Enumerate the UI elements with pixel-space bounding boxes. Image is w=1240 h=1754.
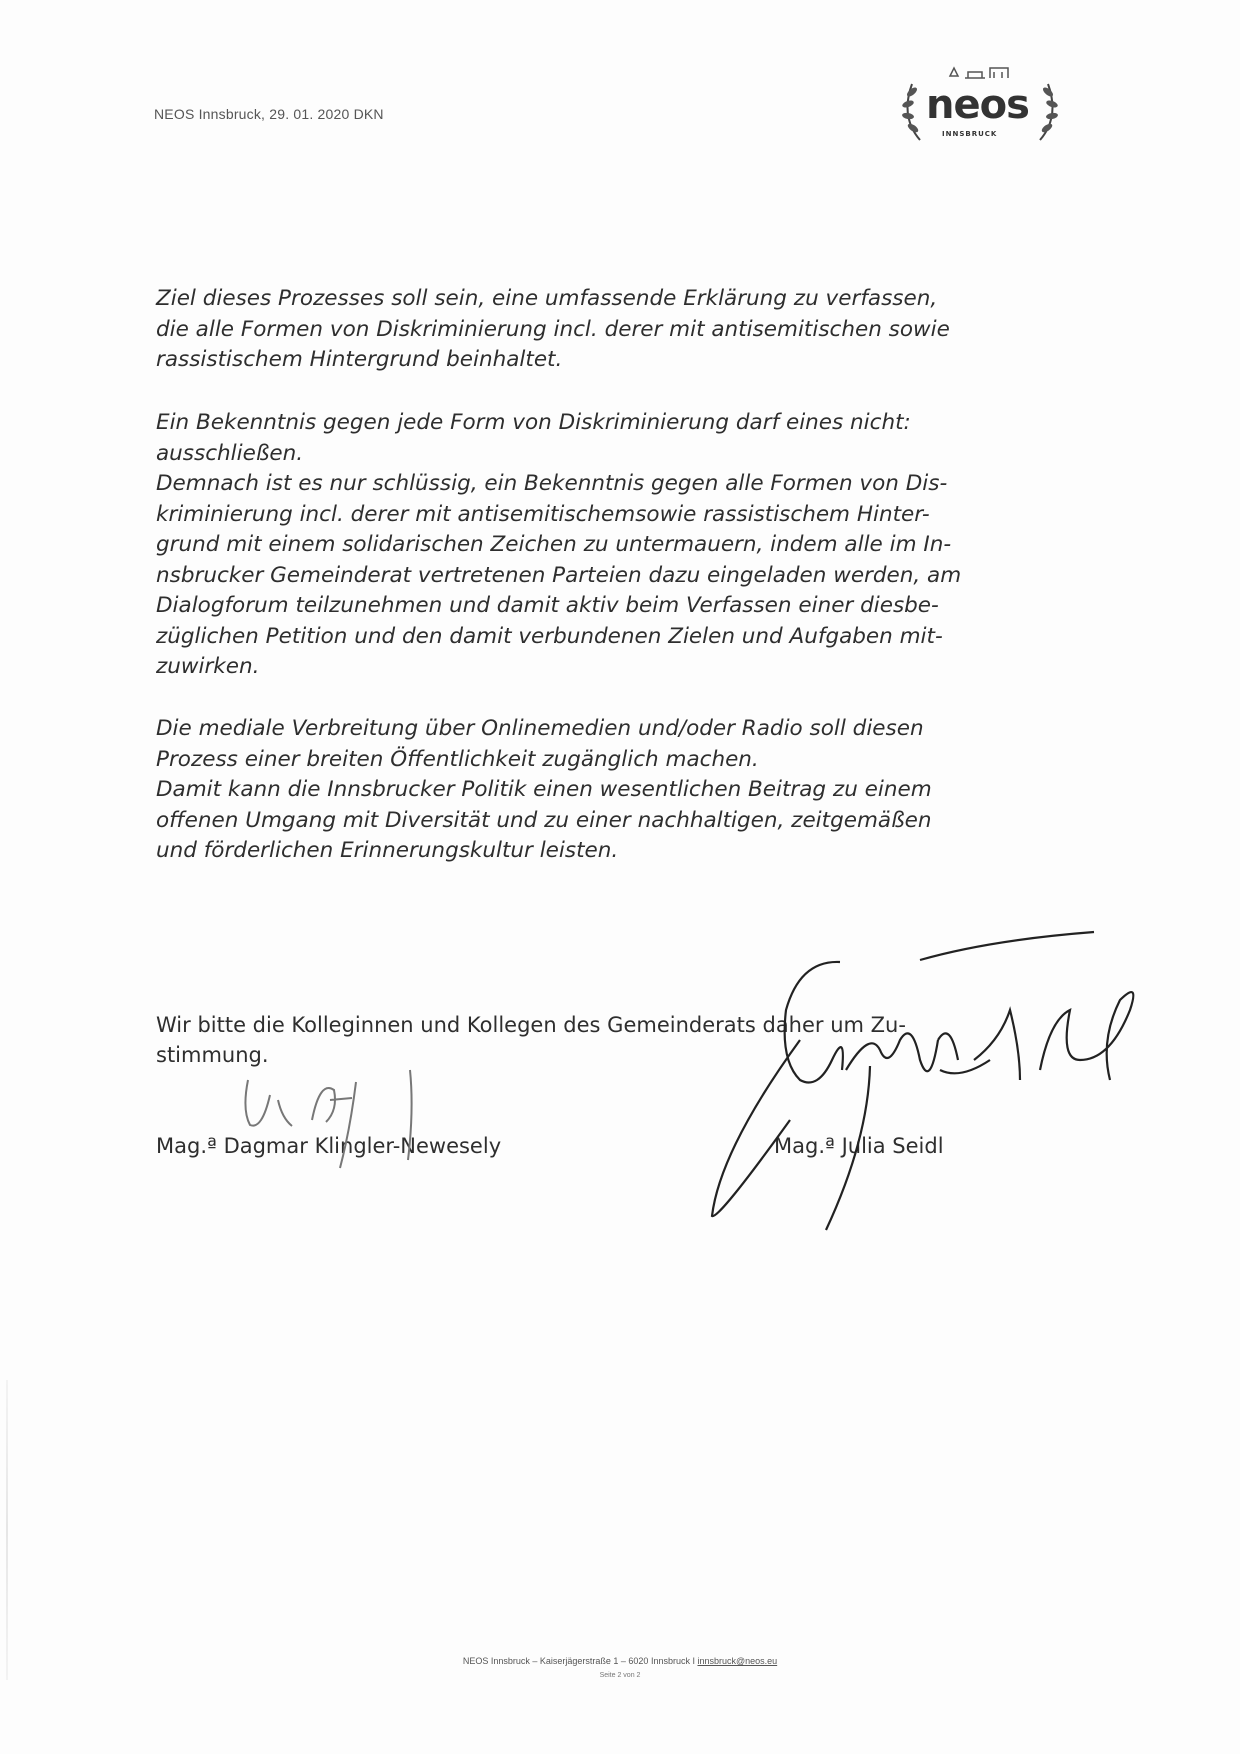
signature-left-icon bbox=[245, 1070, 411, 1168]
header-place-date: NEOS Innsbruck, 29. 01. 2020 DKN bbox=[154, 106, 384, 122]
text-line: Dialogforum teilzunehmen und damit aktiv beim Verfassen einer diesbe- bbox=[156, 593, 939, 618]
logo-wordmark: neos bbox=[926, 82, 1029, 128]
text-line: stimmung. bbox=[156, 1043, 269, 1067]
footer-address bbox=[0, 1656, 1240, 1666]
text-line: Ein Bekenntnis gegen jede Form von Diskriminierung darf eines nicht: bbox=[156, 410, 911, 435]
footer-address-text: NEOS Innsbruck – Kaiserjägerstraße 1 – 6020 Innsbruck I bbox=[462, 1656, 698, 1666]
text-line: Die mediale Verbreitung über Onlinemedien und/oder Radio soll diesen bbox=[156, 716, 924, 741]
text-line: die alle Formen von Diskriminierung incl. derer mit antisemitischen sowie bbox=[156, 316, 950, 342]
signature-right-icon bbox=[712, 932, 1133, 1230]
text-line: grund mit einem solidarischen Zeichen zu untermauern, indem alle im In- bbox=[156, 532, 952, 557]
text-line: und förderlichen Erinnerungskultur leisten. bbox=[156, 838, 619, 863]
text-line: offenen Umgang mit Diversität und zu einer nachhaltigen, zeitgemäßen bbox=[156, 807, 932, 833]
text-line: nsbrucker Gemeinderat vertretenen Parteien dazu eingeladen werden, am bbox=[156, 562, 962, 588]
text-line: rassistischem Hintergrund beinhaltet. bbox=[156, 347, 563, 372]
text-line: ausschließen. bbox=[156, 440, 304, 466]
footer-email-link[interactable]: innsbruck@neos.eu bbox=[697, 1656, 778, 1666]
signatory-right-name: Mag.ª Julia Seidl bbox=[774, 1134, 944, 1158]
logo-subtitle: INNSBRUCK bbox=[942, 130, 998, 138]
text-line: Damit kann die Innsbrucker Politik einen wesentlichen Beitrag zu einem bbox=[156, 777, 932, 802]
text-line: Demnach ist es nur schlüssig, ein Bekenntnis gegen alle Formen von Dis- bbox=[156, 471, 948, 496]
signatory-left-name: Mag.ª Dagmar Klingler-Newesely bbox=[156, 1134, 502, 1158]
text-line: Prozess einer breiten Öffentlichkeit zugänglich machen. bbox=[156, 746, 759, 772]
text-line: zuwirken. bbox=[156, 654, 260, 679]
text-line: Wir bitte die Kolleginnen und Kollegen des Gemeinderats daher um Zu- bbox=[156, 1013, 906, 1037]
footer-page-number: Seite 2 von 2 bbox=[599, 1672, 641, 1679]
text-line: kriminierung incl. derer mit antisemitischemsowie rassistischem Hinter- bbox=[156, 501, 930, 527]
text-line: Ziel dieses Prozesses soll sein, eine umfassende Erklärung zu verfassen, bbox=[156, 286, 938, 311]
text-line: züglichen Petition und den damit verbundenen Zielen und Aufgaben mit- bbox=[156, 623, 943, 649]
